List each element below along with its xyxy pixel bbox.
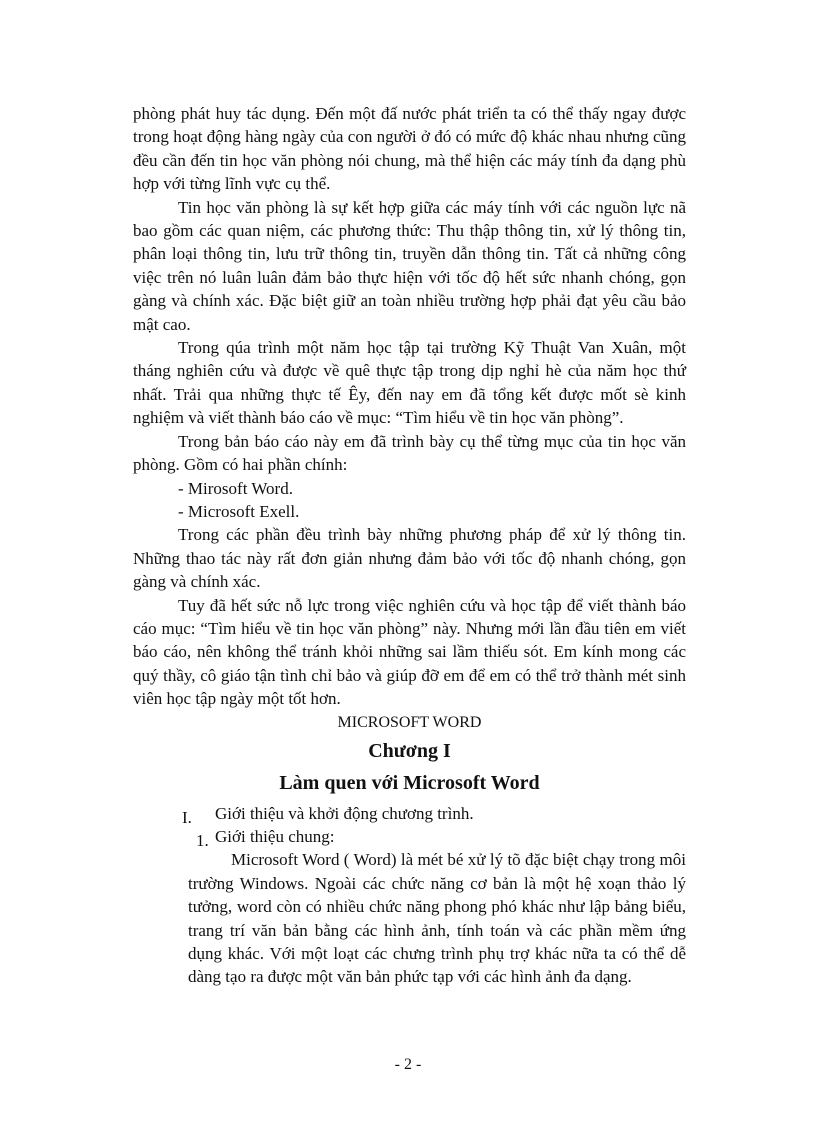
- heading-text: Giới thiệu và khởi động chương trình.: [215, 803, 474, 823]
- bullet-item: - Microsoft Exell.: [178, 501, 300, 521]
- paragraph-study-process: Trong qúa trình một năm học tập tại trường Kỹ Thuật Van Xuân, một tháng nghiên cứu và được về quê thực tập trong dịp nghỉ hè của năm học thứ nhất. Trải qua những thực tế Êy, đến nay em đã tổng kết được mốt sè kinh nghiệm và viết thành báo cáo về mục: “Tìm hiểu về tin học văn phòng”.: [133, 338, 686, 428]
- heading-level-1: [133, 802, 686, 825]
- paragraph-closing: Tuy đã hết sức nỗ lực trong việc nghiên cứu và học tập để viết thành báo cáo mục: “Tìm hiểu về tin học văn phòng” này. Nhưng mới lần đầu tiên em viết báo cáo, nên không thể tránh khỏi những sai lầm thiếu sót. Em kính mong các quý thầy, cô giáo tận tình chỉ bảo và giúp đỡ em để em có thể trở thành mét sinh viên học tập ngày một tốt hơn.: [133, 595, 686, 709]
- heading-number: I.: [182, 807, 192, 827]
- paragraph-word-intro: Microsoft Word ( Word) là mét bé xử lý tõ đặc biệt chạy trong môi trường Windows. Ngoài các chức năng cơ bản là một hệ xoạn thảo lý tưởng, word còn có nhiều chức năng phong phó khác như lập bảng biểu, trang trí văn bản bằng các hình ảnh, tính toán và các phần mềm ứng dụng khác. Với một loạt các chưng trình phụ trợ khác nữa ta có thể dễ dàng tạo ra được một văn bản phức tạp với các hình ảnh đa dạng.: [188, 850, 686, 987]
- chapter-subtitle: Làm quen với Microsoft Word: [279, 771, 540, 794]
- body-text: [133, 102, 686, 989]
- paragraph-methods: Trong các phần đều trình bày những phương pháp để xử lý thông tin. Những thao tác này rất đơn giản nhưng đảm bảo với tốc độ nhanh chóng, gọn gàng và chính xác.: [133, 525, 686, 592]
- intro-block: [188, 848, 686, 988]
- paragraph-continuation: phòng phát huy tác dụng. Đến một đấ nước phát triển ta có thể thấy ngay được trong hoạt động hàng ngày của con người ở đó có mức độ khác nhau nhưng cũng đều cần đến tin học văn phòng nói chung, mà thể hiện các máy tính đa dạng phù hợp với từng lĩnh vực cụ thể.: [133, 104, 686, 194]
- heading-level-2: [133, 825, 686, 848]
- section-title: MICROSOFT WORD: [337, 713, 482, 731]
- paragraph-report-contents: Trong bản báo cáo này em đã trình bày cụ thể từng mục của tin học văn phòng. Gồm có hai phần chính:: [133, 431, 686, 475]
- paragraph-office-informatics: Tin học văn phòng là sự kết hợp giữa các máy tính với các nguồn lực nã bao gồm các quan niệm, các phương thức: Thu thập thông tin, xử lý thông tin, phân loại thông tin, lưu trữ thông tin, truyền dẫn thông tin. Tất cả những công việc trên nó luân luân đảm bảo thực hiện với tốc độ hết sức nhanh chóng, gọn gàng và chính xác. Đặc biệt giữ an toàn nhiều trường hợp phải đạt yêu cầu bảo mật cao.: [133, 197, 686, 334]
- chapter-title: Chương I: [368, 739, 451, 762]
- heading-number: 1.: [196, 830, 209, 850]
- bullet-item: - Mirosoft Word.: [178, 478, 293, 498]
- page-number: - 2 -: [394, 1056, 422, 1073]
- heading-text: Giới thiệu chung:: [215, 826, 335, 846]
